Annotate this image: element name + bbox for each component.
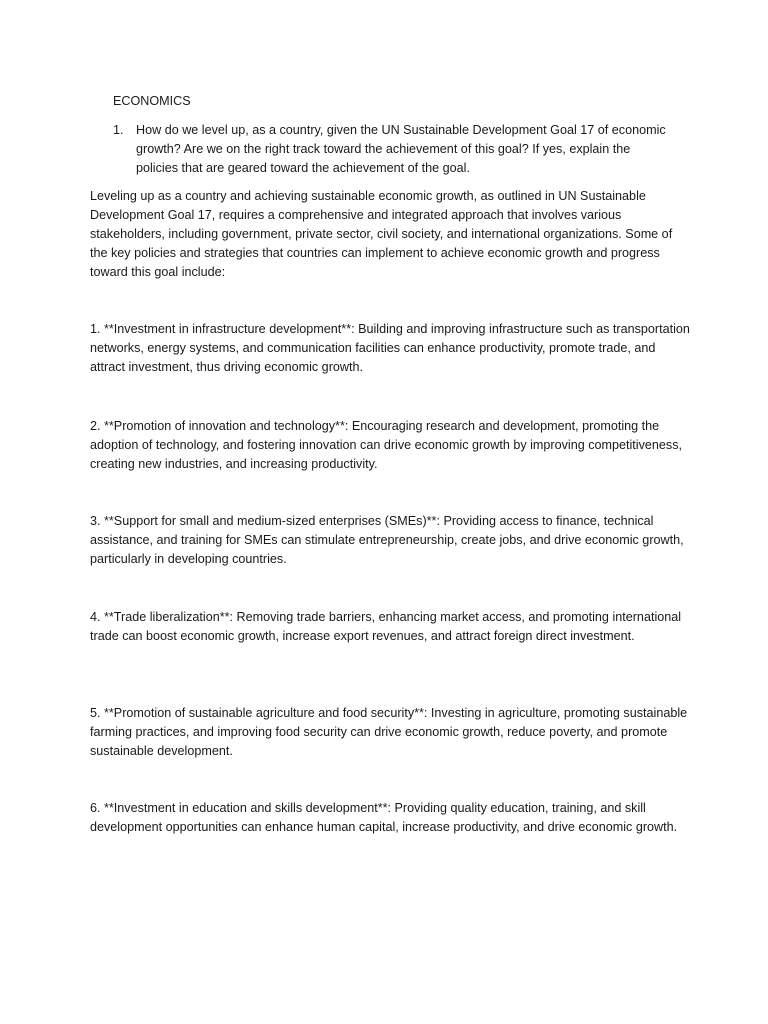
policy-item-innovation: 2. **Promotion of innovation and technology**: Encouraging research and development, promoting the adoption of technology, and fostering innovation can drive economic growth by improving competitiveness, creating new industries, and increasing productivity.	[90, 419, 683, 471]
policy-item-agriculture: 5. **Promotion of sustainable agriculture and food security**: Investing in agriculture, promoting sustainable farming practices, and improving food security can drive economic growth, reduce poverty, and promote sustainable development.	[90, 706, 688, 758]
question-item	[113, 121, 673, 178]
policy-item-trade: 4. **Trade liberalization**: Removing trade barriers, enhancing market access, and promoting international trade can boost economic growth, increase export revenues, and attract foreign direct investment.	[90, 610, 682, 643]
question-text: How do we level up, as a country, given the UN Sustainable Development Goal 17 of economic growth? Are we on the right track toward the achievement of this goal? If yes, explain the policies that are geared toward the achievement of the goal.	[136, 123, 666, 175]
policy-item-education: 6. **Investment in education and skills development**: Providing quality education, training, and skill development opportunities can enhance human capital, increase productivity, and drive economic growth.	[90, 801, 678, 834]
question-number: 1.	[113, 123, 124, 137]
document-heading: ECONOMICS	[113, 94, 191, 108]
policy-item-infrastructure: 1. **Investment in infrastructure development**: Building and improving infrastructure such as transportation networks, energy systems, and communication facilities can enhance productivity, promote trade, and attract investment, thus driving economic growth.	[90, 322, 690, 374]
policy-item-smes: 3. **Support for small and medium-sized enterprises (SMEs)**: Providing access to finance, technical assistance, and training for SMEs can stimulate entrepreneurship, create jobs, and drive economic growth, particularly in developing countries.	[90, 514, 684, 566]
intro-paragraph: Leveling up as a country and achieving sustainable economic growth, as outlined in UN Sustainable Development Goal 17, requires a comprehensive and integrated approach that involves various stakeholders, including government, private sector, civil society, and international organizations. Some of the key policies and strategies that countries can implement to achieve economic growth and progress toward this goal include:	[90, 189, 673, 279]
